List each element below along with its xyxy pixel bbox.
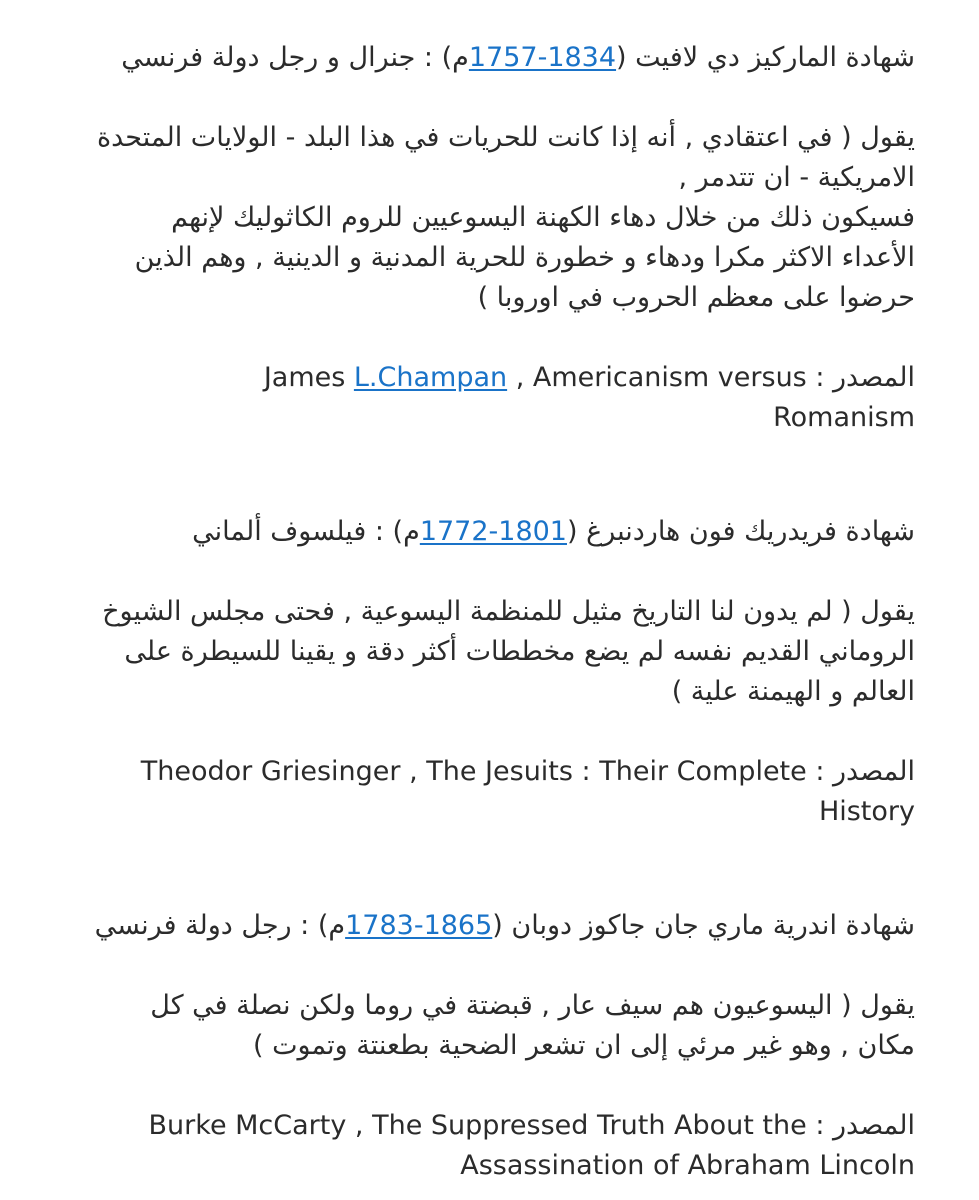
heading-text: شهادة الماركيز دي لافيت ( (616, 42, 915, 73)
quote-line: مكان , وهو غير مرئي إلى ان تشعر الضحية بطعنتة وتموت ) (253, 1030, 915, 1061)
testimony-hardenberg (64, 512, 915, 832)
testimony-heading (64, 906, 915, 946)
quote-line: يقول ( لم يدون لنا التاريخ مثيل للمنظمة اليسوعية , فحتى مجلس الشيوخ (102, 596, 915, 627)
heading-text: م) : رجل دولة فرنسي (94, 910, 346, 941)
quote-line: العالم و الهيمنة علية ) (671, 676, 915, 707)
source-line (64, 358, 915, 398)
heading-text: م) : فيلسوف ألماني (192, 516, 420, 547)
source-label: المصدر : (815, 756, 915, 787)
heading-text: شهادة اندرية ماري جان جاكوز دوبان ( (492, 910, 915, 941)
source-citation: Burke McCarty , The Suppressed Truth About the (148, 1110, 807, 1141)
source-citation: Theodor Griesinger , The Jesuits : Their Complete (140, 756, 807, 787)
quote-line: فسيكون ذلك من خلال دهاء الكهنة اليسوعيين للروم الكاثوليك لإنهم (171, 202, 915, 233)
source-label: المصدر : (815, 1110, 915, 1141)
source-line (64, 752, 915, 792)
quote-line: الروماني القديم نفسه لم يضع مخططات أكثر دقة و يقينا للسيطرة على (124, 636, 915, 667)
quote-line: الامريكية - ان تتدمر , (678, 162, 915, 193)
source-title: , Americanism versus (507, 362, 807, 393)
testimony-heading (64, 512, 915, 552)
testimony-dupin (64, 906, 915, 1186)
years-link[interactable]: 1757-1834 (468, 42, 617, 73)
quote-line: يقول ( اليسوعيون هم سيف عار , قبضتة في روما ولكن نصلة في كل (150, 990, 915, 1021)
heading-text: م) : جنرال و رجل دولة فرنسي (121, 42, 469, 73)
quote-line: حرضوا على معظم الحروب في اوروبا ) (477, 282, 915, 313)
source-line-2: History (818, 796, 915, 827)
source-line-2: Assassination of Abraham Lincoln (460, 1150, 915, 1181)
testimony-lafayette (64, 38, 915, 438)
quote-line: يقول ( في اعتقادي , أنه إذا كانت للحريات في هذا البلد - الولايات المتحدة (96, 122, 915, 153)
heading-text: شهادة فريدريك فون هاردنبرغ ( (566, 516, 915, 547)
source-citation (264, 362, 807, 393)
source-line-2: Romanism (773, 402, 915, 433)
source-line (64, 1106, 915, 1146)
years-link[interactable]: 1772-1801 (419, 516, 567, 547)
years-link[interactable]: 1783-1865 (345, 910, 493, 941)
author-link[interactable]: L.Champan (353, 362, 508, 393)
source-author: James (263, 362, 354, 393)
testimony-heading (64, 38, 915, 78)
quote-line: الأعداء الاكثر مكرا ودهاء و خطورة للحرية المدنية و الدينية , وهم الذين (134, 242, 915, 273)
source-label: المصدر : (815, 362, 915, 393)
